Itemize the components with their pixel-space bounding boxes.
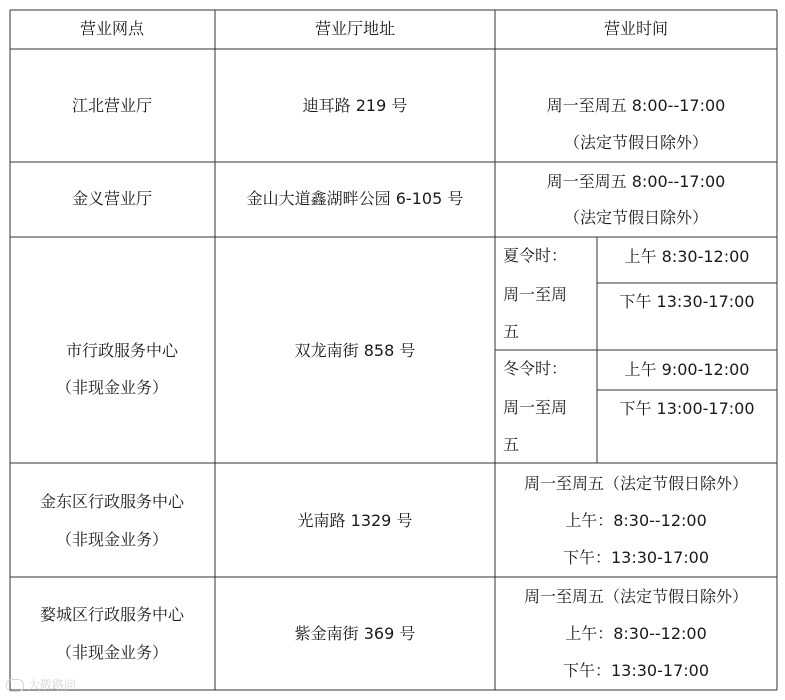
outlet-address: 金山大道鑫湖畔公园 6-105 号 xyxy=(246,189,464,208)
hours-line: 上午：8:30--12:00 xyxy=(565,624,707,643)
season-label: 冬令时： xyxy=(503,359,568,378)
season-days: 周一至周 xyxy=(503,285,568,304)
hours-line: 周一至周五（法定节假日除外） xyxy=(523,587,749,606)
outlet-note: （非现金业务） xyxy=(55,530,169,549)
season-label: 夏令时： xyxy=(503,246,568,265)
outlet-address: 紫金南街 369 号 xyxy=(294,624,416,643)
hours-line: 上午：8:30--12:00 xyxy=(565,511,707,530)
header-address: 营业厅地址 xyxy=(314,19,396,38)
outlet-address: 双龙南街 858 号 xyxy=(294,341,416,360)
watermark-logo-icon xyxy=(6,679,24,692)
outlet-name: 婺城区行政服务中心 xyxy=(39,605,185,624)
season-days: 五 xyxy=(503,322,520,341)
season-days: 五 xyxy=(503,435,520,454)
hours-line: 周一至周五 8:00--17:00 xyxy=(546,172,726,191)
header-outlet: 营业网点 xyxy=(79,19,145,38)
outlet-address: 迪耳路 219 号 xyxy=(302,96,408,115)
season-pm-hours: 下午 13:00-17:00 xyxy=(619,399,755,418)
outlet-note: （非现金业务） xyxy=(55,643,169,662)
header-hours: 营业时间 xyxy=(603,19,669,38)
watermark-text: 大敬路问 xyxy=(28,678,77,692)
season-pm-hours: 下午 13:30-17:00 xyxy=(619,292,755,311)
outlet-note: （非现金业务） xyxy=(55,378,169,397)
season-days: 周一至周 xyxy=(503,398,568,417)
hours-line: （法定节假日除外） xyxy=(563,208,709,227)
season-am-hours: 上午 9:00-12:00 xyxy=(624,360,750,379)
outlet-name: 市行政服务中心 xyxy=(65,341,179,360)
outlet-name: 金义营业厅 xyxy=(71,189,153,208)
hours-line: 周一至周五（法定节假日除外） xyxy=(523,474,749,493)
season-am-hours: 上午 8:30-12:00 xyxy=(624,247,750,266)
outlet-name: 江北营业厅 xyxy=(71,96,153,115)
outlet-address: 光南路 1329 号 xyxy=(297,511,413,530)
hours-line: （法定节假日除外） xyxy=(563,133,709,152)
hours-line: 周一至周五 8:00--17:00 xyxy=(546,96,726,115)
hours-line: 下午：13:30-17:00 xyxy=(563,548,709,567)
watermark xyxy=(6,676,76,693)
hours-line: 下午：13:30-17:00 xyxy=(563,661,709,680)
outlet-name: 金东区行政服务中心 xyxy=(39,492,185,511)
